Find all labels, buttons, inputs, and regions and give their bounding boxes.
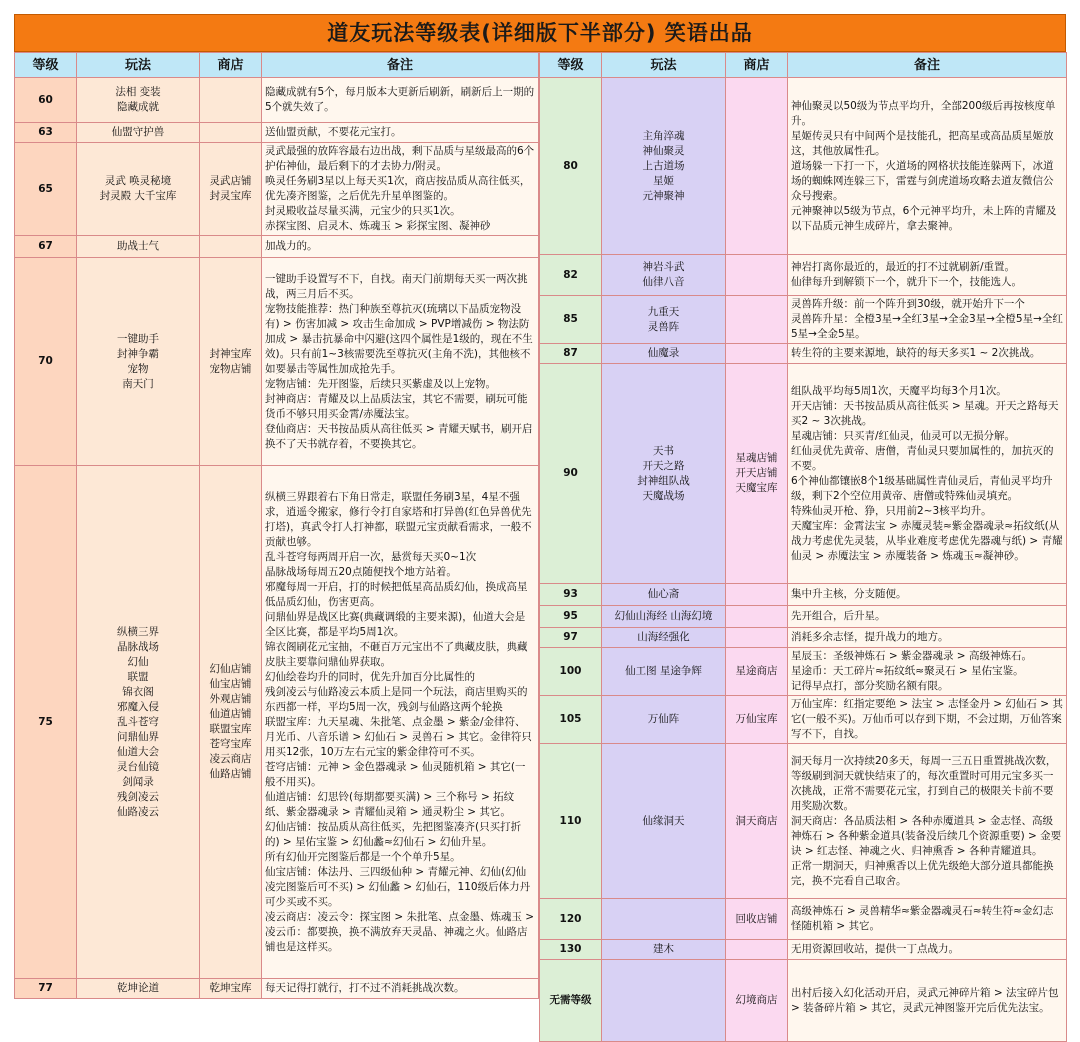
level-cell bbox=[540, 364, 602, 584]
level-cell-text: 110 bbox=[559, 814, 582, 827]
note-line: 灵武最强的放阵容最右边出战，剩下品质与星级最高的6个护佑神仙，最后剩下的才去协力/附灵。 bbox=[265, 145, 535, 172]
play-cell bbox=[602, 960, 726, 1042]
level-cell-text: 85 bbox=[563, 313, 578, 325]
page-title: 道友玩法等级表(详细版下半部分) 笑语出品 bbox=[14, 14, 1066, 52]
level-cell-text: 100 bbox=[559, 665, 582, 677]
table-row bbox=[540, 78, 1067, 255]
shop-cell bbox=[726, 296, 788, 344]
note-line: 一键助手设置写不下，自找。南天门前期每天买一两次挑战，两三月后不买。 bbox=[265, 272, 528, 300]
note-line: 所有幻仙开完图鉴后都是一个个单升5星。 bbox=[265, 850, 461, 863]
note-line: 星辰玉：圣级神炼石 > 紫金器魂录 > 高级神炼石。 bbox=[791, 650, 1032, 662]
table-row bbox=[540, 584, 1067, 606]
note-line: 出村后接入幻化活动开启，灵武元神碎片箱 > 法宝碎片包 > 装备碎片箱 > 其它，灵武元神图鉴开完后优先法宝。 bbox=[791, 986, 1059, 1014]
note-line: 仙律每升到解锁下一个，就升下一个，技能选人。 bbox=[791, 276, 1022, 288]
note-cell bbox=[788, 960, 1067, 1042]
play-cell-text: 神岩斗武 仙律八音 bbox=[642, 261, 685, 288]
play-cell bbox=[602, 255, 726, 296]
note-cell bbox=[788, 940, 1067, 960]
play-cell bbox=[602, 344, 726, 364]
play-cell bbox=[602, 364, 726, 584]
table-row bbox=[540, 296, 1067, 344]
level-cell bbox=[15, 979, 77, 999]
shop-cell bbox=[726, 696, 788, 744]
note-line: 记得早点打，部分奖励名额有限。 bbox=[791, 680, 949, 692]
shop-cell bbox=[726, 628, 788, 648]
note-cell bbox=[262, 979, 539, 999]
level-cell bbox=[540, 78, 602, 255]
play-cell-text: 纵横三界 晶脉战场 幻仙 联盟 锦衣阁 邪魔入侵 乱斗苍穹 问鼎仙界 仙道大会 灵台仙镜 剑闻录 残剑凌云 仙路凌云 bbox=[117, 625, 159, 818]
table-row bbox=[15, 236, 539, 258]
note-cell bbox=[262, 236, 539, 258]
shop-cell-text: 万仙宝库 bbox=[735, 713, 778, 725]
shop-cell bbox=[726, 960, 788, 1042]
note-cell bbox=[788, 255, 1067, 296]
right-table bbox=[539, 52, 1067, 1042]
play-cell-text: 主角淬魂 神仙聚灵 上古道场 星姬 元神聚神 bbox=[642, 129, 685, 202]
note-line: 开天店铺：天书按品质从高往低买 > 星魂。开天之路每天买2 ~ 3次挑战。 bbox=[791, 399, 1059, 427]
shop-cell bbox=[726, 584, 788, 606]
note-line: 登仙商店：天书按品质从高往低买 > 青耀天赋书，刷开启换不了天书就存着，不要换其它。 bbox=[265, 422, 533, 450]
level-cell bbox=[540, 255, 602, 296]
play-cell-text: 助战士气 bbox=[117, 240, 159, 252]
header-note: 备注 bbox=[262, 53, 539, 78]
note-line: 元神聚神以5级为节点，6个元神平均升，未上阵的青耀及以下品质元神生成碎片，拿去聚神。 bbox=[791, 204, 1057, 232]
level-cell bbox=[540, 344, 602, 364]
play-cell-text: 乾坤论道 bbox=[117, 982, 159, 994]
shop-cell bbox=[726, 899, 788, 940]
play-cell-text: 山海经强化 bbox=[637, 631, 690, 643]
play-cell-text: 灵武 唤灵秘境 封灵殿 大千宝库 bbox=[99, 175, 177, 202]
note-line: 灵兽阵升星：全橙3星→全红3星→全金3星→全橙5星→全红5星→全金5星。 bbox=[791, 313, 1063, 340]
play-cell-text: 仙盟守护兽 bbox=[111, 126, 165, 138]
note-line: 封灵殿收益尽量买满，元宝少的只买1次。 bbox=[265, 205, 461, 217]
header-level: 等级 bbox=[540, 53, 602, 78]
note-line: 消耗多余志怪，提升战力的地方。 bbox=[791, 631, 949, 643]
shop-cell bbox=[726, 344, 788, 364]
shop-cell-text: 灵武店铺 封灵宝库 bbox=[209, 175, 252, 202]
shop-cell bbox=[200, 78, 262, 123]
shop-cell bbox=[200, 979, 262, 999]
note-cell bbox=[788, 296, 1067, 344]
play-cell bbox=[602, 78, 726, 255]
play-cell bbox=[602, 744, 726, 899]
level-cell bbox=[540, 628, 602, 648]
note-line: 万仙宝库：红指定要绝 > 法宝 > 志怪金丹 > 幻仙石 > 其它(一般不买)。万仙币可以存到下期，不会过期，万仙答案写不下，自找。 bbox=[791, 698, 1063, 740]
level-cell bbox=[15, 236, 77, 258]
level-cell bbox=[15, 466, 77, 979]
level-cell bbox=[15, 123, 77, 143]
level-cell-text: 97 bbox=[563, 631, 578, 643]
play-cell bbox=[602, 648, 726, 696]
play-cell-text: 九重天 灵兽阵 bbox=[647, 305, 680, 333]
table-row bbox=[15, 123, 539, 143]
note-line: 无用资源回收站，提供一丁点战力。 bbox=[791, 943, 959, 955]
level-cell-text: 93 bbox=[563, 588, 578, 600]
play-cell bbox=[602, 584, 726, 606]
level-cell-text: 无需等级 bbox=[549, 994, 592, 1006]
play-cell bbox=[77, 466, 200, 979]
play-cell-text: 万仙阵 bbox=[647, 713, 680, 725]
level-cell-text: 95 bbox=[563, 610, 578, 622]
shop-cell bbox=[726, 648, 788, 696]
shop-cell bbox=[726, 606, 788, 628]
note-line: 乱斗苍穹每两周开启一次，悬赏每天买0~1次 bbox=[265, 550, 477, 563]
level-cell-text: 75 bbox=[38, 715, 53, 728]
play-cell bbox=[602, 628, 726, 648]
shop-cell-text: 星魂店铺 开天店铺 天魔宝库 bbox=[735, 452, 778, 494]
note-line: 隐藏成就有5个，每月版本大更新后刷新，刷新后上一期的5个就失效了。 bbox=[265, 86, 535, 113]
table-row bbox=[540, 344, 1067, 364]
note-line: 唤灵任务刷3星以上每天买1次，商店按品质从高往低买，优先凑齐图鉴，之后优先升星单图鉴的。 bbox=[265, 175, 531, 202]
note-line: 纵横三界跟着右下角日常走，联盟任务刷3星，4星不强求，逍遥令搬家，修行令打自家塔和打异兽(红色异兽优先打塔)，真武令打人打神都，联盟元宝贡献看需求，一般不贡献也够。 bbox=[265, 490, 532, 548]
play-cell-text: 法相 变装 隐藏成就 bbox=[115, 86, 161, 113]
play-cell-text: 仙工图 星途争辉 bbox=[625, 665, 702, 677]
header-shop: 商店 bbox=[726, 53, 788, 78]
play-cell-text: 仙缘洞天 bbox=[642, 814, 685, 827]
note-line: 转生符的主要来源地，缺符的每天多买1 ~ 2次挑战。 bbox=[791, 347, 1041, 359]
play-cell bbox=[602, 940, 726, 960]
note-cell bbox=[262, 466, 539, 979]
table-row bbox=[15, 258, 539, 466]
note-cell bbox=[788, 696, 1067, 744]
shop-cell-text: 洞天商店 bbox=[735, 814, 778, 827]
level-table-sheet bbox=[14, 14, 1066, 1028]
note-cell bbox=[788, 606, 1067, 628]
table-row bbox=[540, 696, 1067, 744]
note-cell bbox=[788, 744, 1067, 899]
shop-cell-text: 星途商店 bbox=[735, 665, 778, 677]
shop-cell bbox=[726, 255, 788, 296]
note-line: 加战力的。 bbox=[265, 240, 318, 252]
play-cell bbox=[602, 899, 726, 940]
note-line: 红仙灵优先黄帝、唐僧，青仙灵只要加属性的，加抗灭的不要。 bbox=[791, 444, 1054, 472]
note-line: 星魂店铺：只买青/红仙灵，仙灵可以无损分解。 bbox=[791, 429, 1016, 442]
table-row bbox=[540, 744, 1067, 899]
level-cell-text: 80 bbox=[563, 159, 578, 172]
shop-cell bbox=[200, 258, 262, 466]
header-play: 玩法 bbox=[77, 53, 200, 78]
level-cell bbox=[540, 744, 602, 899]
note-line: 赤探宝图、启灵木、炼魂玉 > 彩探宝图、凝神砂 bbox=[265, 220, 491, 232]
level-cell bbox=[15, 78, 77, 123]
level-cell-text: 60 bbox=[38, 93, 53, 106]
note-line: 神岩打离你最近的，最近的打不过就刷新/重置。 bbox=[791, 261, 1016, 273]
shop-cell bbox=[726, 744, 788, 899]
note-line: 每天记得打就行，打不过不消耗挑战次数。 bbox=[265, 982, 465, 994]
right-header-row bbox=[540, 53, 1067, 78]
note-line: 锦衣阁刷花元宝抽，不砸百万元宝出不了典藏皮肤，典藏皮肤主要靠问鼎仙界获取。 bbox=[265, 640, 528, 668]
note-line: 问鼎仙界是战区比赛(典藏调缎的主要来源)，仙道大会是全区比赛，都是平均5周1次。 bbox=[265, 610, 526, 638]
level-cell bbox=[15, 258, 77, 466]
note-cell bbox=[788, 648, 1067, 696]
play-cell-text: 天书 开天之路 封神组队战 天魔战场 bbox=[637, 444, 690, 502]
level-cell-text: 105 bbox=[559, 713, 582, 725]
table-row bbox=[540, 606, 1067, 628]
table-row bbox=[15, 466, 539, 979]
table-row bbox=[540, 960, 1067, 1042]
note-line: 封神商店：青耀及以上品质法宝，其它不需要，刷玩可能货币不够只用买金霄/赤魇法宝。 bbox=[265, 392, 528, 420]
left-header-row bbox=[15, 53, 539, 78]
table-row bbox=[540, 628, 1067, 648]
level-cell bbox=[540, 696, 602, 744]
play-cell bbox=[77, 979, 200, 999]
level-cell bbox=[540, 296, 602, 344]
shop-cell bbox=[200, 143, 262, 236]
level-cell-text: 70 bbox=[38, 355, 53, 367]
note-line: 6个神仙都镶嵌8个1级基础属性青仙灵后，青仙灵平均升级，剩下2个空位用黄帝、唐僧或特殊仙灵填充。 bbox=[791, 474, 1053, 502]
note-line: 组队战平均每5周1次，天魔平均每3个月1次。 bbox=[791, 384, 1007, 397]
level-cell bbox=[15, 143, 77, 236]
note-line: 幻仙绘卷均升的同时，优先升加百分比属性的 bbox=[265, 670, 475, 683]
note-line: 道场躲一下打一下，火道场的网格状技能连躲两下，冰道场的蜘蛛网连躲三下，雷霆与剑虎道场攻略去道友微信公众号搜索。 bbox=[791, 159, 1054, 202]
shop-cell-text: 幻仙店铺 仙宝店铺 外观店铺 仙道店铺 联盟宝库 苍穹宝库 凌云商店 仙路店铺 bbox=[209, 663, 252, 780]
play-cell-text: 一键助手 封神争霸 宠物 南天门 bbox=[117, 332, 159, 390]
play-cell bbox=[602, 296, 726, 344]
note-cell bbox=[262, 258, 539, 466]
level-cell bbox=[540, 960, 602, 1042]
play-cell-text: 仙心斋 bbox=[647, 588, 680, 600]
play-cell bbox=[77, 143, 200, 236]
shop-cell-text: 乾坤宝库 bbox=[209, 982, 252, 994]
note-line: 送仙盟贡献，不要花元宝打。 bbox=[265, 126, 402, 138]
note-line: 苍穹店铺：元神 > 金色器魂录 > 仙灵随机箱 > 其它(一般不用买)。 bbox=[265, 760, 526, 788]
shop-cell-text: 回收店铺 bbox=[735, 912, 778, 925]
play-cell bbox=[77, 236, 200, 258]
level-cell bbox=[540, 648, 602, 696]
note-line: 天魔宝库：金霄法宝 > 赤魇灵装≈紫金器魂录≈拓纹纸(从战力考虑优先灵装，从毕业难度考虑优先器魂与纸) > 青耀仙灵 > 赤魇法宝 > 赤魇装备 > 炼魂玉≈凝神砂。 bbox=[791, 519, 1063, 562]
note-line: 残剑凌云与仙路凌云本质上是同一个玩法，商店里购买的东西都一样，平均5周一次，残剑与仙路这两个轮换 bbox=[265, 685, 528, 713]
note-line: 正常一期洞天，归神熏香以上优先级绝大部分道具都能换完，换不完看自己取舍。 bbox=[791, 859, 1054, 887]
level-cell-text: 77 bbox=[38, 982, 53, 994]
note-cell bbox=[788, 344, 1067, 364]
shop-cell-text: 封神宝库 宠物店铺 bbox=[209, 347, 252, 375]
note-line: 晶脉战场每周五20点随便找个地方站着。 bbox=[265, 565, 457, 578]
level-cell-text: 63 bbox=[38, 126, 53, 138]
play-cell bbox=[77, 78, 200, 123]
shop-cell bbox=[200, 466, 262, 979]
table-row bbox=[540, 648, 1067, 696]
note-line: 邪魔每周一开启，打的时候把低星高品质幻仙，换成高星低品质幻仙，伤害更高。 bbox=[265, 580, 528, 608]
note-cell bbox=[788, 78, 1067, 255]
table-row bbox=[15, 143, 539, 236]
table-row bbox=[15, 78, 539, 123]
level-cell bbox=[540, 606, 602, 628]
note-line: 仙道店铺：幻思铃(每期都要买满) > 三个称号 > 拓纹纸、紫金器魂录 > 青耀仙灵箱 > 通灵粉尘 > 其它。 bbox=[265, 790, 515, 818]
note-cell bbox=[788, 899, 1067, 940]
shop-cell-text: 幻境商店 bbox=[735, 994, 778, 1006]
level-cell bbox=[540, 899, 602, 940]
table-row bbox=[540, 899, 1067, 940]
play-cell bbox=[77, 123, 200, 143]
note-line: 高级神炼石 > 灵兽精华≈紫金器魂灵石≈转生符≈金幻志怪随机箱 > 其它。 bbox=[791, 905, 1054, 932]
table-row bbox=[15, 979, 539, 999]
note-line: 联盟宝库：九天星魂、朱批笔、点金墨 > 紫金/金律符、月光币、八音乐谱 > 幻仙石 > 灵兽石 > 其它。金律符只用买12张，10万左右元宝的紫金律符可不买。 bbox=[265, 715, 532, 758]
level-cell-text: 65 bbox=[38, 182, 53, 195]
note-cell bbox=[262, 78, 539, 123]
play-cell bbox=[77, 258, 200, 466]
level-cell-text: 120 bbox=[559, 912, 582, 925]
level-cell-text: 90 bbox=[563, 467, 578, 479]
play-cell bbox=[602, 606, 726, 628]
note-cell bbox=[788, 364, 1067, 584]
note-cell bbox=[262, 143, 539, 236]
table-row bbox=[540, 364, 1067, 584]
header-level: 等级 bbox=[15, 53, 77, 78]
note-line: 神仙聚灵以50级为节点平均升，全部200级后再按核度单升。 bbox=[791, 99, 1056, 127]
play-cell-text: 仙魔录 bbox=[647, 347, 680, 359]
note-line: 洞天商店：各品质法相 > 各种赤魇道具 > 金志怪、高级神炼石 > 各种紫金道具(装备没后续几个资源重要) > 金要诀 > 红志怪、神魂之火、归神熏香 > 各种青耀道具。 bbox=[791, 814, 1062, 857]
shop-cell bbox=[726, 364, 788, 584]
level-cell-text: 82 bbox=[563, 268, 578, 281]
header-play: 玩法 bbox=[602, 53, 726, 78]
note-line: 灵兽阵升级：前一个阵升到30级，就开始升下一个 bbox=[791, 298, 1025, 310]
play-cell-text: 幻仙山海经 山海幻境 bbox=[614, 610, 713, 622]
note-line: 特殊仙灵开枪、狰，只用前2~3核平均升。 bbox=[791, 504, 992, 517]
note-line: 宠物技能推荐：热门种族至尊抗灭(琉璃以下品质宠物没有) > 伤害加减 > 攻击生命加成 > PVP增减伤 > 物法防加成 > 暴击抗暴命中闪避(这四个属性是1级的，现在不生效)。只有前1~3核需要洗至尊抗灭(主角不洗)，其他核不如要暴击等属性加成抢先手。 bbox=[265, 302, 533, 375]
level-cell-text: 87 bbox=[563, 347, 578, 359]
note-line: 先开组合，后升星。 bbox=[791, 610, 886, 622]
note-cell bbox=[788, 628, 1067, 648]
note-line: 星途币：天工碎片≈拓纹纸≈聚灵石 > 星佑宝鉴。 bbox=[791, 665, 1024, 677]
header-shop: 商店 bbox=[200, 53, 262, 78]
shop-cell bbox=[200, 236, 262, 258]
table-row bbox=[540, 255, 1067, 296]
level-cell bbox=[540, 940, 602, 960]
table-row bbox=[540, 940, 1067, 960]
play-cell-text: 建木 bbox=[653, 943, 674, 955]
level-cell-text: 67 bbox=[38, 240, 53, 252]
note-line: 宠物店铺：先开图鉴，后续只买紫虚及以上宠物。 bbox=[265, 377, 496, 390]
play-cell bbox=[602, 696, 726, 744]
note-line: 幻仙店铺：按品质从高往低买，先把图鉴凑齐(只买打折的) > 星佑宝鉴 > 幻仙蠡≈幻仙石 > 幻仙升星。 bbox=[265, 820, 522, 848]
note-line: 集中升主核，分支随便。 bbox=[791, 588, 907, 600]
note-cell bbox=[788, 584, 1067, 606]
level-cell bbox=[540, 584, 602, 606]
shop-cell bbox=[200, 123, 262, 143]
note-line: 仙宝店铺：体法丹、三四级仙种 > 青耀元神、幻仙(幻仙凌完图鉴后可不买) > 幻仙蠡 > 幻仙石，110级后体力丹可少买或不买。 bbox=[265, 865, 531, 908]
shop-cell bbox=[726, 78, 788, 255]
header-note: 备注 bbox=[788, 53, 1067, 78]
note-line: 星姬传灵只有中间两个是技能孔，把高星或高品质星姬放这，其他放属性孔。 bbox=[791, 129, 1054, 157]
note-line: 凌云商店：凌云令：探宝图 > 朱批笔、点金墨、炼魂玉 > 凌云币：都要换，换不满放弃天灵晶、神魂之火。仙路店铺也是这样买。 bbox=[265, 910, 535, 953]
note-line: 洞天每月一次持续20多天，每周一三五日重置挑战次数，等级刷到洞天就快结束了的，每次重置时可用元宝多买一次挑战，正常不需要花元宝，打到自己的极限关卡前不要用奖励次数。 bbox=[791, 754, 1057, 812]
left-table bbox=[14, 52, 539, 999]
note-cell bbox=[262, 123, 539, 143]
level-cell-text: 130 bbox=[559, 943, 582, 955]
shop-cell bbox=[726, 940, 788, 960]
